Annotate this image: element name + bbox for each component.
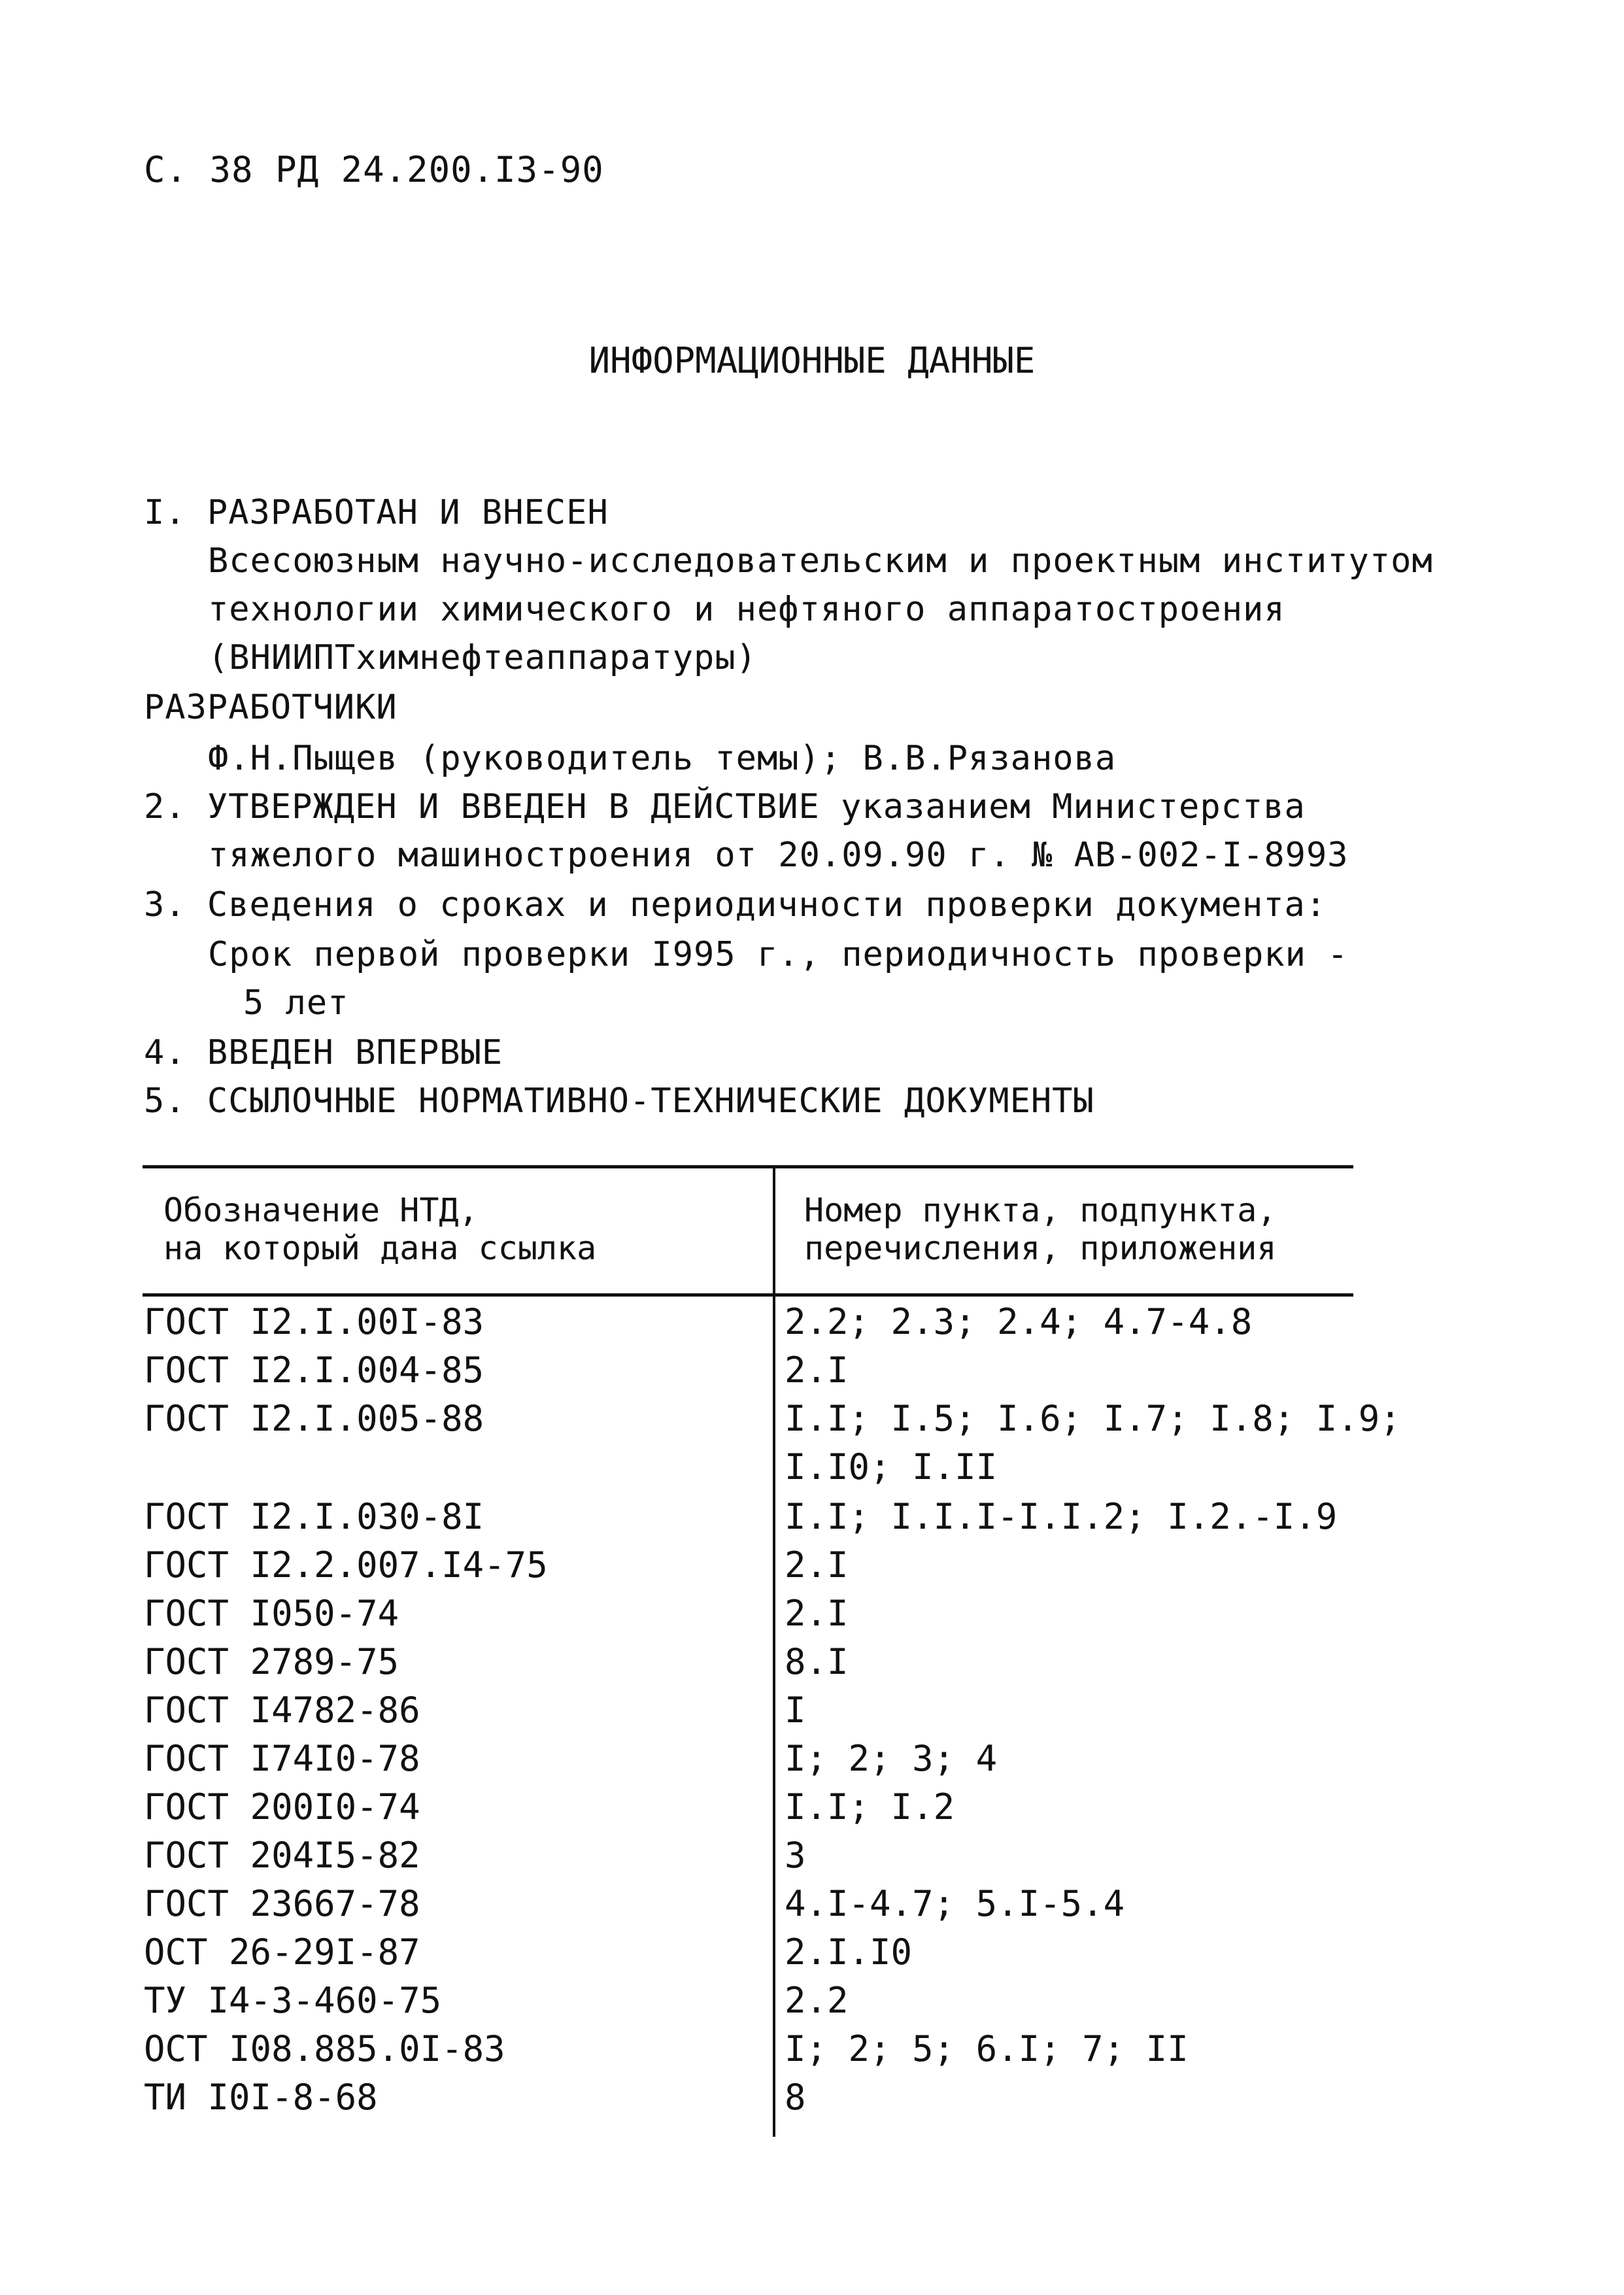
- table-row-doc: ГОСТ I4782-86: [144, 1690, 420, 1731]
- section-2-line-2: тяжелого машиностроения от 20.09.90 г. № АВ-002-I-8993: [208, 836, 1349, 875]
- table-row-doc: ГОСТ I74I0-78: [144, 1738, 420, 1779]
- col1-header-line-1: Обозначение НТД,: [163, 1191, 479, 1229]
- table-row-ref: 4.I-4.7; 5.I-5.4: [785, 1883, 1125, 1924]
- page-title: ИНФОРМАЦИОННЫЕ ДАННЫЕ: [588, 340, 1036, 381]
- section-1-text-line-2: технологии химического и нефтяного аппаратостроения: [208, 590, 1285, 629]
- section-3-line-3: 5 лет: [243, 983, 349, 1023]
- section-5: 5. ССЫЛОЧНЫЕ НОРМАТИВНО-ТЕХНИЧЕСКИЕ ДОКУМЕНТЫ: [144, 1081, 1094, 1121]
- table-row-ref: 2.I.I0: [785, 1931, 913, 1973]
- table-row-doc: ГОСТ 204I5-82: [144, 1835, 420, 1876]
- table-row-ref: I; 2; 3; 4: [785, 1738, 998, 1779]
- table-row-doc: ОСТ 26-29I-87: [144, 1931, 420, 1973]
- developers-title: РАЗРАБОТЧИКИ: [144, 688, 398, 727]
- table-row-ref: I.I; I.I.I-I.I.2; I.2.-I.9: [785, 1496, 1338, 1537]
- col2-header-line-2: перечисления, приложения: [804, 1229, 1277, 1267]
- table-row-ref: 2.I: [785, 1350, 849, 1391]
- table-row-ref: I.I; I.5; I.6; I.7; I.8; I.9;: [785, 1398, 1401, 1439]
- section-4: 4. ВВЕДЕН ВПЕРВЫЕ: [144, 1033, 503, 1072]
- section-1-text-line-3: (ВНИИПТхимнефтеаппаратуры): [208, 638, 757, 677]
- table-column-divider: [773, 1165, 775, 2137]
- table-row-doc: ГОСТ 2789-75: [144, 1641, 399, 1682]
- table-row-ref: 8.I: [785, 1641, 849, 1682]
- table-row-doc: ГОСТ I2.I.00I-83: [144, 1301, 484, 1342]
- section-2-line-1: 2. УТВЕРЖДЕН И ВВЕДЕН В ДЕЙСТВИЕ указанием Министерства: [144, 787, 1306, 826]
- table-row-doc: ГОСТ 200I0-74: [144, 1786, 420, 1828]
- table-header-rule: [143, 1293, 1353, 1297]
- table-row-doc: ТУ I4-3-460-75: [144, 1980, 442, 2021]
- table-row-doc: ГОСТ I2.I.004-85: [144, 1350, 484, 1391]
- table-row-doc: ГОСТ I2.I.030-8I: [144, 1496, 484, 1537]
- developers-names: Ф.Н.Пыщев (руководитель темы); В.В.Рязанова: [208, 739, 1117, 778]
- table-row-doc: ГОСТ I2.I.005-88: [144, 1398, 484, 1439]
- table-row-doc: ОСТ I08.885.0I-83: [144, 2028, 505, 2069]
- table-row-doc: ГОСТ I2.2.007.I4-75: [144, 1544, 548, 1586]
- table-top-rule: [143, 1165, 1353, 1168]
- table-row-ref: I: [785, 1690, 806, 1731]
- section-3-line-1: 3. Сведения о сроках и периодичности проверки документа:: [144, 885, 1327, 925]
- table-row-ref: 2.2; 2.3; 2.4; 4.7-4.8: [785, 1301, 1253, 1342]
- table-row-ref: 8: [785, 2077, 806, 2118]
- table-row-doc: ТИ I0I-8-68: [144, 2077, 378, 2118]
- table-row-doc: ГОСТ I050-74: [144, 1593, 399, 1634]
- table-row-ref: 2.I: [785, 1593, 849, 1634]
- section-1-title: I. РАЗРАБОТАН И ВНЕСЕН: [144, 493, 609, 532]
- section-3-line-2: Срок первой проверки I995 г., периодичность проверки -: [208, 935, 1349, 974]
- table-row-ref: I; 2; 5; 6.I; 7; II: [785, 2028, 1189, 2069]
- table-row-doc: ГОСТ 23667-78: [144, 1883, 420, 1924]
- col2-header-line-1: Номер пункта, подпункта,: [804, 1191, 1277, 1229]
- section-1-text-line-1: Всесоюзным научно-исследовательским и проектным институтом: [208, 541, 1433, 581]
- table-row-ref: 2.2: [785, 1980, 849, 2021]
- table-row-ref: 3: [785, 1835, 806, 1876]
- table-row-ref: I.I; I.2: [785, 1786, 955, 1828]
- page-header: С. 38 РД 24.200.I3-90: [144, 149, 604, 190]
- col1-header-line-2: на который дана ссылка: [163, 1229, 597, 1267]
- table-row-ref: 2.I: [785, 1544, 849, 1586]
- table-row-ref-continued: I.I0; I.II: [785, 1446, 998, 1488]
